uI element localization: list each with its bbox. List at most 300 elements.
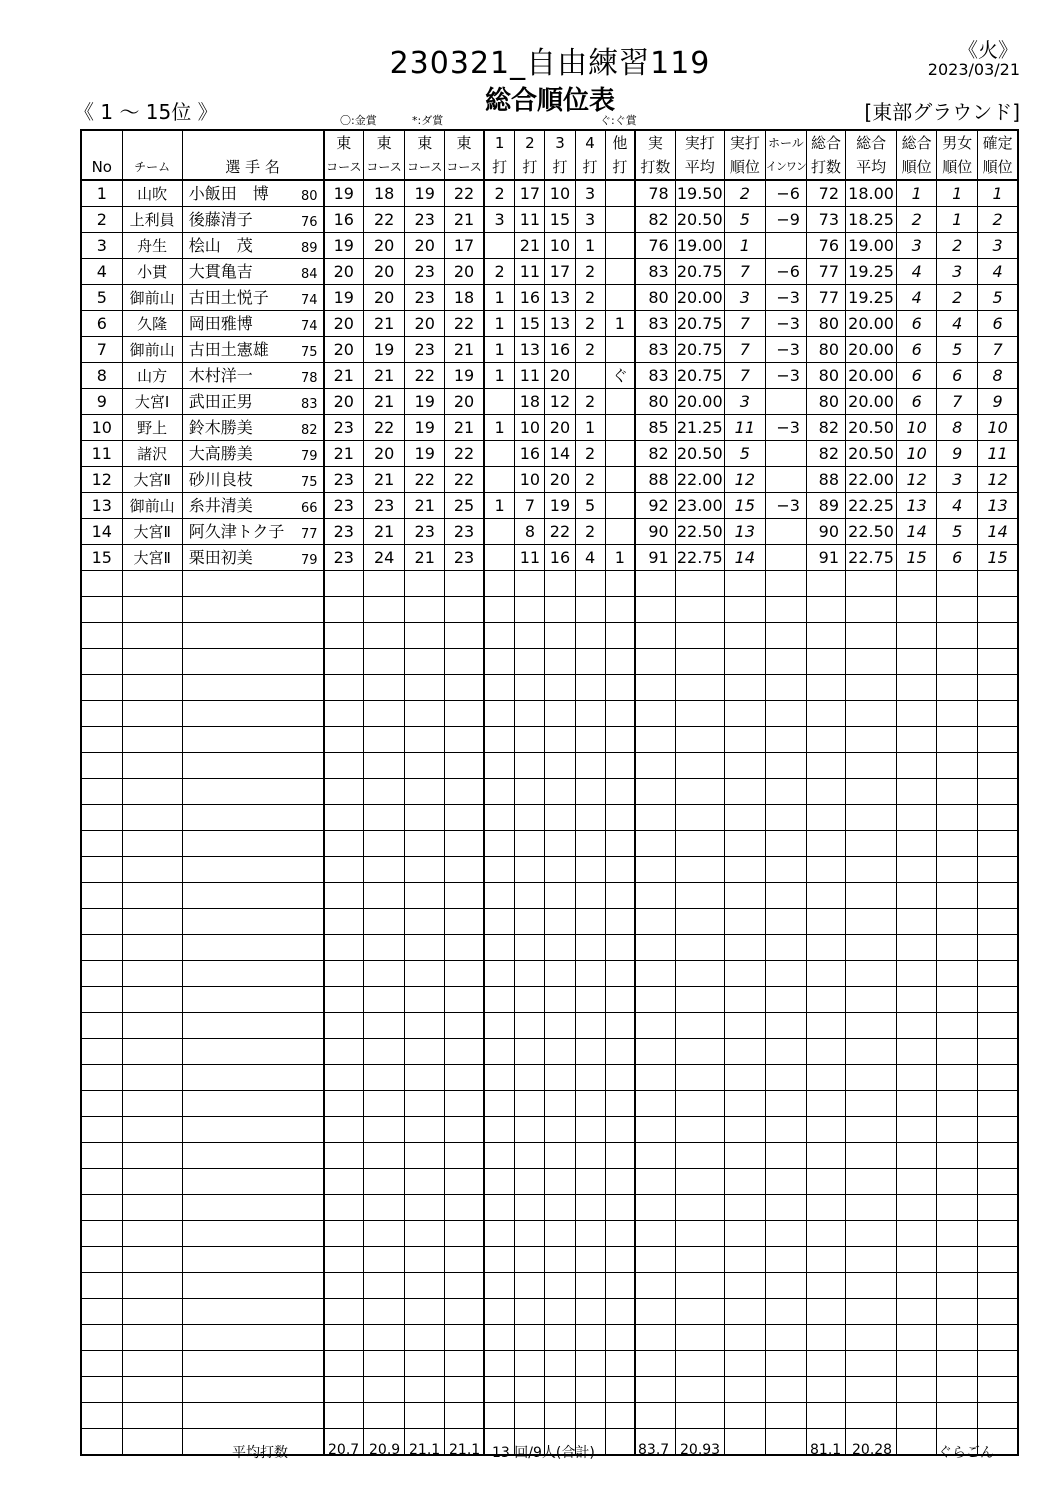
empty-cell	[897, 1117, 937, 1143]
cell-grank: 6	[897, 363, 937, 389]
empty-cell	[324, 1013, 364, 1039]
cell-s3: 15	[545, 207, 575, 233]
empty-cell	[635, 1403, 675, 1429]
empty-cell	[846, 935, 897, 961]
empty-cell	[846, 1195, 897, 1221]
empty-cell	[765, 1013, 806, 1039]
empty-cell	[978, 857, 1018, 883]
empty-cell	[445, 1221, 484, 1247]
cell-hio	[765, 389, 806, 415]
empty-cell	[575, 883, 605, 909]
cell-no: 2	[81, 207, 122, 233]
cell-c4: 21	[445, 207, 484, 233]
empty-cell	[545, 935, 575, 961]
empty-cell	[978, 987, 1018, 1013]
cell-team: 大宮Ⅱ	[122, 519, 182, 545]
cell-no: 13	[81, 493, 122, 519]
cell-s3: 20	[545, 467, 575, 493]
empty-cell	[445, 909, 484, 935]
cell-c1: 19	[324, 285, 364, 311]
empty-cell	[605, 1273, 635, 1299]
footer-total: 83.7	[638, 1442, 670, 1458]
cell-so	[605, 259, 635, 285]
empty-cell	[324, 1377, 364, 1403]
empty-cell	[806, 571, 845, 597]
empty-cell	[445, 701, 484, 727]
empty-cell	[122, 1065, 182, 1091]
empty-cell	[724, 727, 765, 753]
column-header: 実打	[675, 130, 724, 155]
empty-cell	[545, 1221, 575, 1247]
empty-cell	[81, 1299, 122, 1325]
empty-cell	[605, 597, 635, 623]
empty-cell	[806, 623, 845, 649]
cell-hio	[765, 233, 806, 259]
empty-cell	[364, 1325, 405, 1351]
empty-cell	[846, 1013, 897, 1039]
empty-cell	[605, 1247, 635, 1273]
empty-cell	[724, 779, 765, 805]
empty-cell	[324, 675, 364, 701]
empty-cell	[405, 1117, 445, 1143]
cell-hio	[765, 441, 806, 467]
empty-cell	[324, 1091, 364, 1117]
empty-cell	[675, 1351, 724, 1377]
cell-avg: 20.00	[675, 389, 724, 415]
cell-avg: 20.50	[675, 207, 724, 233]
empty-cell	[122, 779, 182, 805]
empty-cell	[545, 1195, 575, 1221]
empty-cell	[635, 779, 675, 805]
cell-rank: 12	[724, 467, 765, 493]
empty-cell	[484, 883, 515, 909]
table-row	[81, 493, 1018, 519]
empty-cell	[515, 779, 545, 805]
empty-cell	[484, 779, 515, 805]
empty-cell	[724, 935, 765, 961]
empty-cell	[515, 1169, 545, 1195]
empty-cell	[806, 1195, 845, 1221]
cell-c3: 21	[405, 545, 445, 571]
column-header: 実	[635, 130, 675, 155]
empty-cell	[635, 1039, 675, 1065]
empty-cell	[364, 1117, 405, 1143]
player-name: 糸井清美	[188, 495, 253, 515]
empty-cell	[405, 571, 445, 597]
empty-cell	[405, 1013, 445, 1039]
empty-row	[81, 701, 1018, 727]
empty-cell	[364, 623, 405, 649]
empty-cell	[806, 1143, 845, 1169]
footer-course4-avg: 21.1	[449, 1442, 481, 1458]
column-header: 選 手 名	[182, 155, 323, 180]
empty-cell	[846, 701, 897, 727]
cell-c4: 19	[445, 363, 484, 389]
cell-no: 9	[81, 389, 122, 415]
column-header: 東	[445, 130, 484, 155]
cell-final: 13	[978, 493, 1018, 519]
empty-cell	[978, 1091, 1018, 1117]
empty-cell	[724, 571, 765, 597]
empty-cell	[978, 1195, 1018, 1221]
legend-gu: ぐ:ぐ賞	[600, 114, 637, 127]
column-header: 実打	[724, 130, 765, 155]
empty-cell	[324, 909, 364, 935]
empty-cell	[675, 779, 724, 805]
empty-cell	[515, 753, 545, 779]
empty-cell	[364, 727, 405, 753]
empty-cell	[575, 1143, 605, 1169]
empty-cell	[937, 675, 978, 701]
empty-cell	[545, 571, 575, 597]
empty-cell	[445, 649, 484, 675]
cell-gavg: 20.00	[846, 363, 897, 389]
empty-cell	[937, 1169, 978, 1195]
empty-cell	[635, 753, 675, 779]
cell-s2: 16	[515, 285, 545, 311]
empty-cell	[545, 805, 575, 831]
cell-c4: 22	[445, 441, 484, 467]
table-row	[81, 467, 1018, 493]
cell-c3: 20	[405, 311, 445, 337]
empty-cell	[324, 1039, 364, 1065]
column-header: 打	[545, 155, 575, 180]
cell-s2: 11	[515, 259, 545, 285]
empty-cell	[897, 1221, 937, 1247]
empty-cell	[724, 1143, 765, 1169]
empty-cell	[937, 857, 978, 883]
cell-avg: 21.25	[675, 415, 724, 441]
empty-cell	[484, 1065, 515, 1091]
column-header: 2	[515, 130, 545, 155]
empty-cell	[122, 623, 182, 649]
empty-cell	[364, 805, 405, 831]
cell-no: 6	[81, 311, 122, 337]
player-age: 74	[300, 319, 318, 334]
empty-cell	[445, 779, 484, 805]
empty-cell	[515, 805, 545, 831]
empty-cell	[405, 1065, 445, 1091]
cell-s4: 4	[575, 545, 605, 571]
empty-cell	[405, 1195, 445, 1221]
cell-c2: 20	[364, 233, 405, 259]
cell-c2: 21	[364, 363, 405, 389]
empty-cell	[445, 753, 484, 779]
empty-cell	[806, 1247, 845, 1273]
cell-gtotal: 89	[806, 493, 845, 519]
empty-cell	[575, 1325, 605, 1351]
empty-cell	[122, 909, 182, 935]
empty-cell	[846, 1169, 897, 1195]
empty-cell	[324, 1351, 364, 1377]
player-name: 桧山 茂	[188, 235, 253, 255]
empty-cell	[364, 1221, 405, 1247]
empty-cell	[182, 571, 323, 597]
empty-cell	[635, 1299, 675, 1325]
empty-cell	[605, 1169, 635, 1195]
empty-cell	[897, 779, 937, 805]
empty-cell	[81, 1351, 122, 1377]
cell-gtotal: 80	[806, 363, 845, 389]
empty-cell	[515, 1143, 545, 1169]
empty-cell	[575, 1273, 605, 1299]
cell-total: 83	[635, 259, 675, 285]
player-age: 79	[300, 449, 318, 464]
empty-row	[81, 649, 1018, 675]
player-age: 77	[300, 527, 318, 542]
empty-cell	[575, 987, 605, 1013]
cell-s4: 1	[575, 415, 605, 441]
empty-cell	[937, 1247, 978, 1273]
empty-cell	[575, 571, 605, 597]
cell-grank: 6	[897, 311, 937, 337]
cell-gtotal: 82	[806, 441, 845, 467]
player-age: 84	[300, 267, 318, 282]
column-header: コース	[324, 155, 364, 180]
cell-no: 3	[81, 233, 122, 259]
empty-cell	[484, 1247, 515, 1273]
footer-signature: ぐらごん	[938, 1445, 994, 1461]
table-row	[81, 311, 1018, 337]
empty-cell	[405, 597, 445, 623]
cell-s3: 22	[545, 519, 575, 545]
empty-cell	[635, 1091, 675, 1117]
empty-cell	[122, 805, 182, 831]
cell-s4: 2	[575, 285, 605, 311]
player-age: 76	[300, 215, 318, 230]
empty-cell	[605, 857, 635, 883]
empty-cell	[846, 1143, 897, 1169]
column-header: 打数	[806, 155, 845, 180]
empty-cell	[846, 961, 897, 987]
empty-cell	[724, 1247, 765, 1273]
empty-cell	[515, 1221, 545, 1247]
player-name: 大高勝美	[188, 443, 253, 463]
empty-cell	[182, 883, 323, 909]
empty-cell	[545, 857, 575, 883]
empty-cell	[897, 1169, 937, 1195]
empty-cell	[445, 1039, 484, 1065]
empty-cell	[897, 1091, 937, 1117]
empty-cell	[978, 1377, 1018, 1403]
empty-cell	[897, 935, 937, 961]
empty-cell	[605, 1117, 635, 1143]
cell-no: 15	[81, 545, 122, 571]
cell-c1: 19	[324, 233, 364, 259]
empty-cell	[515, 935, 545, 961]
column-header: 東	[324, 130, 364, 155]
cell-gtotal: 76	[806, 233, 845, 259]
empty-cell	[897, 1273, 937, 1299]
empty-cell	[324, 1117, 364, 1143]
cell-gavg: 22.25	[846, 493, 897, 519]
empty-cell	[765, 571, 806, 597]
empty-cell	[724, 961, 765, 987]
empty-cell	[937, 779, 978, 805]
empty-row	[81, 675, 1018, 701]
footer-participants: 13 回/9人(合計)	[492, 1445, 595, 1461]
cell-c3: 19	[405, 415, 445, 441]
cell-gavg: 19.00	[846, 233, 897, 259]
cell-hio: −3	[765, 337, 806, 363]
cell-hio: −3	[765, 285, 806, 311]
empty-cell	[81, 1039, 122, 1065]
empty-cell	[846, 1351, 897, 1377]
empty-cell	[806, 1013, 845, 1039]
empty-cell	[937, 649, 978, 675]
cell-team: 大宮Ⅱ	[122, 545, 182, 571]
empty-cell	[675, 753, 724, 779]
cell-c1: 21	[324, 363, 364, 389]
empty-cell	[575, 701, 605, 727]
empty-cell	[484, 1039, 515, 1065]
empty-cell	[897, 1065, 937, 1091]
empty-cell	[324, 1403, 364, 1429]
empty-cell	[182, 623, 323, 649]
empty-cell	[484, 987, 515, 1013]
empty-cell	[324, 779, 364, 805]
empty-cell	[937, 1117, 978, 1143]
empty-cell	[324, 961, 364, 987]
empty-cell	[122, 1325, 182, 1351]
cell-c2: 22	[364, 415, 405, 441]
cell-s4: 3	[575, 207, 605, 233]
player-age: 78	[300, 371, 318, 386]
empty-cell	[846, 1403, 897, 1429]
cell-s4: 2	[575, 311, 605, 337]
empty-cell	[605, 1195, 635, 1221]
table-row	[81, 207, 1018, 233]
cell-s4: 2	[575, 441, 605, 467]
cell-gavg: 18.00	[846, 180, 897, 207]
cell-c3: 22	[405, 363, 445, 389]
empty-cell	[635, 1273, 675, 1299]
cell-grank_sex: 4	[937, 311, 978, 337]
empty-cell	[122, 1429, 182, 1456]
venue-label: [東部グラウンド]	[864, 100, 1020, 124]
cell-total: 91	[635, 545, 675, 571]
cell-gavg: 22.00	[846, 467, 897, 493]
empty-cell	[405, 1247, 445, 1273]
empty-cell	[978, 1169, 1018, 1195]
empty-cell	[182, 1351, 323, 1377]
empty-cell	[484, 935, 515, 961]
empty-cell	[405, 1325, 445, 1351]
column-header: チーム	[122, 155, 182, 180]
empty-cell	[806, 1065, 845, 1091]
empty-cell	[364, 1299, 405, 1325]
empty-cell	[937, 701, 978, 727]
empty-row	[81, 935, 1018, 961]
cell-final: 15	[978, 545, 1018, 571]
empty-cell	[806, 1273, 845, 1299]
column-header: 総合	[806, 130, 845, 155]
empty-cell	[182, 831, 323, 857]
cell-c1: 20	[324, 389, 364, 415]
column-header: 4	[575, 130, 605, 155]
empty-cell	[978, 961, 1018, 987]
empty-cell	[897, 857, 937, 883]
cell-avg: 20.50	[675, 441, 724, 467]
empty-cell	[806, 753, 845, 779]
empty-cell	[545, 961, 575, 987]
empty-cell	[675, 1247, 724, 1273]
cell-grank_sex: 4	[937, 493, 978, 519]
empty-cell	[765, 1377, 806, 1403]
empty-cell	[806, 1039, 845, 1065]
empty-cell	[182, 1377, 323, 1403]
cell-avg: 22.50	[675, 519, 724, 545]
cell-grank_sex: 6	[937, 545, 978, 571]
empty-cell	[765, 1195, 806, 1221]
empty-cell	[605, 675, 635, 701]
empty-cell	[324, 1299, 364, 1325]
empty-cell	[575, 1377, 605, 1403]
empty-cell	[937, 1377, 978, 1403]
empty-cell	[724, 1065, 765, 1091]
empty-cell	[897, 597, 937, 623]
cell-c1: 20	[324, 337, 364, 363]
cell-name	[182, 493, 323, 519]
empty-cell	[182, 675, 323, 701]
cell-gavg: 20.00	[846, 311, 897, 337]
empty-cell	[324, 831, 364, 857]
empty-cell	[81, 753, 122, 779]
player-name: 岡田雅博	[188, 313, 253, 333]
empty-cell	[515, 1039, 545, 1065]
empty-cell	[575, 1351, 605, 1377]
empty-cell	[635, 1013, 675, 1039]
empty-cell	[575, 753, 605, 779]
column-header: インワン	[765, 155, 806, 180]
empty-cell	[182, 935, 323, 961]
cell-so	[605, 441, 635, 467]
legend-da: *:ダ賞	[412, 114, 444, 127]
empty-cell	[897, 961, 937, 987]
cell-s2: 11	[515, 207, 545, 233]
cell-team: 大宮Ⅰ	[122, 389, 182, 415]
cell-rank: 2	[724, 180, 765, 207]
empty-row	[81, 1403, 1018, 1429]
empty-cell	[484, 1117, 515, 1143]
empty-cell	[675, 857, 724, 883]
empty-cell	[675, 1143, 724, 1169]
cell-c2: 18	[364, 180, 405, 207]
empty-cell	[605, 935, 635, 961]
empty-cell	[806, 1403, 845, 1429]
empty-cell	[405, 779, 445, 805]
column-header: 総合	[846, 130, 897, 155]
cell-gtotal: 80	[806, 311, 845, 337]
empty-cell	[81, 727, 122, 753]
empty-cell	[605, 753, 635, 779]
cell-final: 14	[978, 519, 1018, 545]
empty-cell	[364, 701, 405, 727]
empty-cell	[81, 1247, 122, 1273]
empty-cell	[978, 649, 1018, 675]
empty-cell	[81, 1325, 122, 1351]
player-age: 79	[300, 553, 318, 568]
empty-cell	[605, 1325, 635, 1351]
player-name: 小飯田 博	[188, 183, 269, 203]
empty-cell	[575, 779, 605, 805]
empty-cell	[405, 961, 445, 987]
empty-cell	[122, 961, 182, 987]
empty-cell	[122, 1117, 182, 1143]
empty-cell	[515, 883, 545, 909]
empty-cell	[445, 883, 484, 909]
empty-cell	[364, 961, 405, 987]
